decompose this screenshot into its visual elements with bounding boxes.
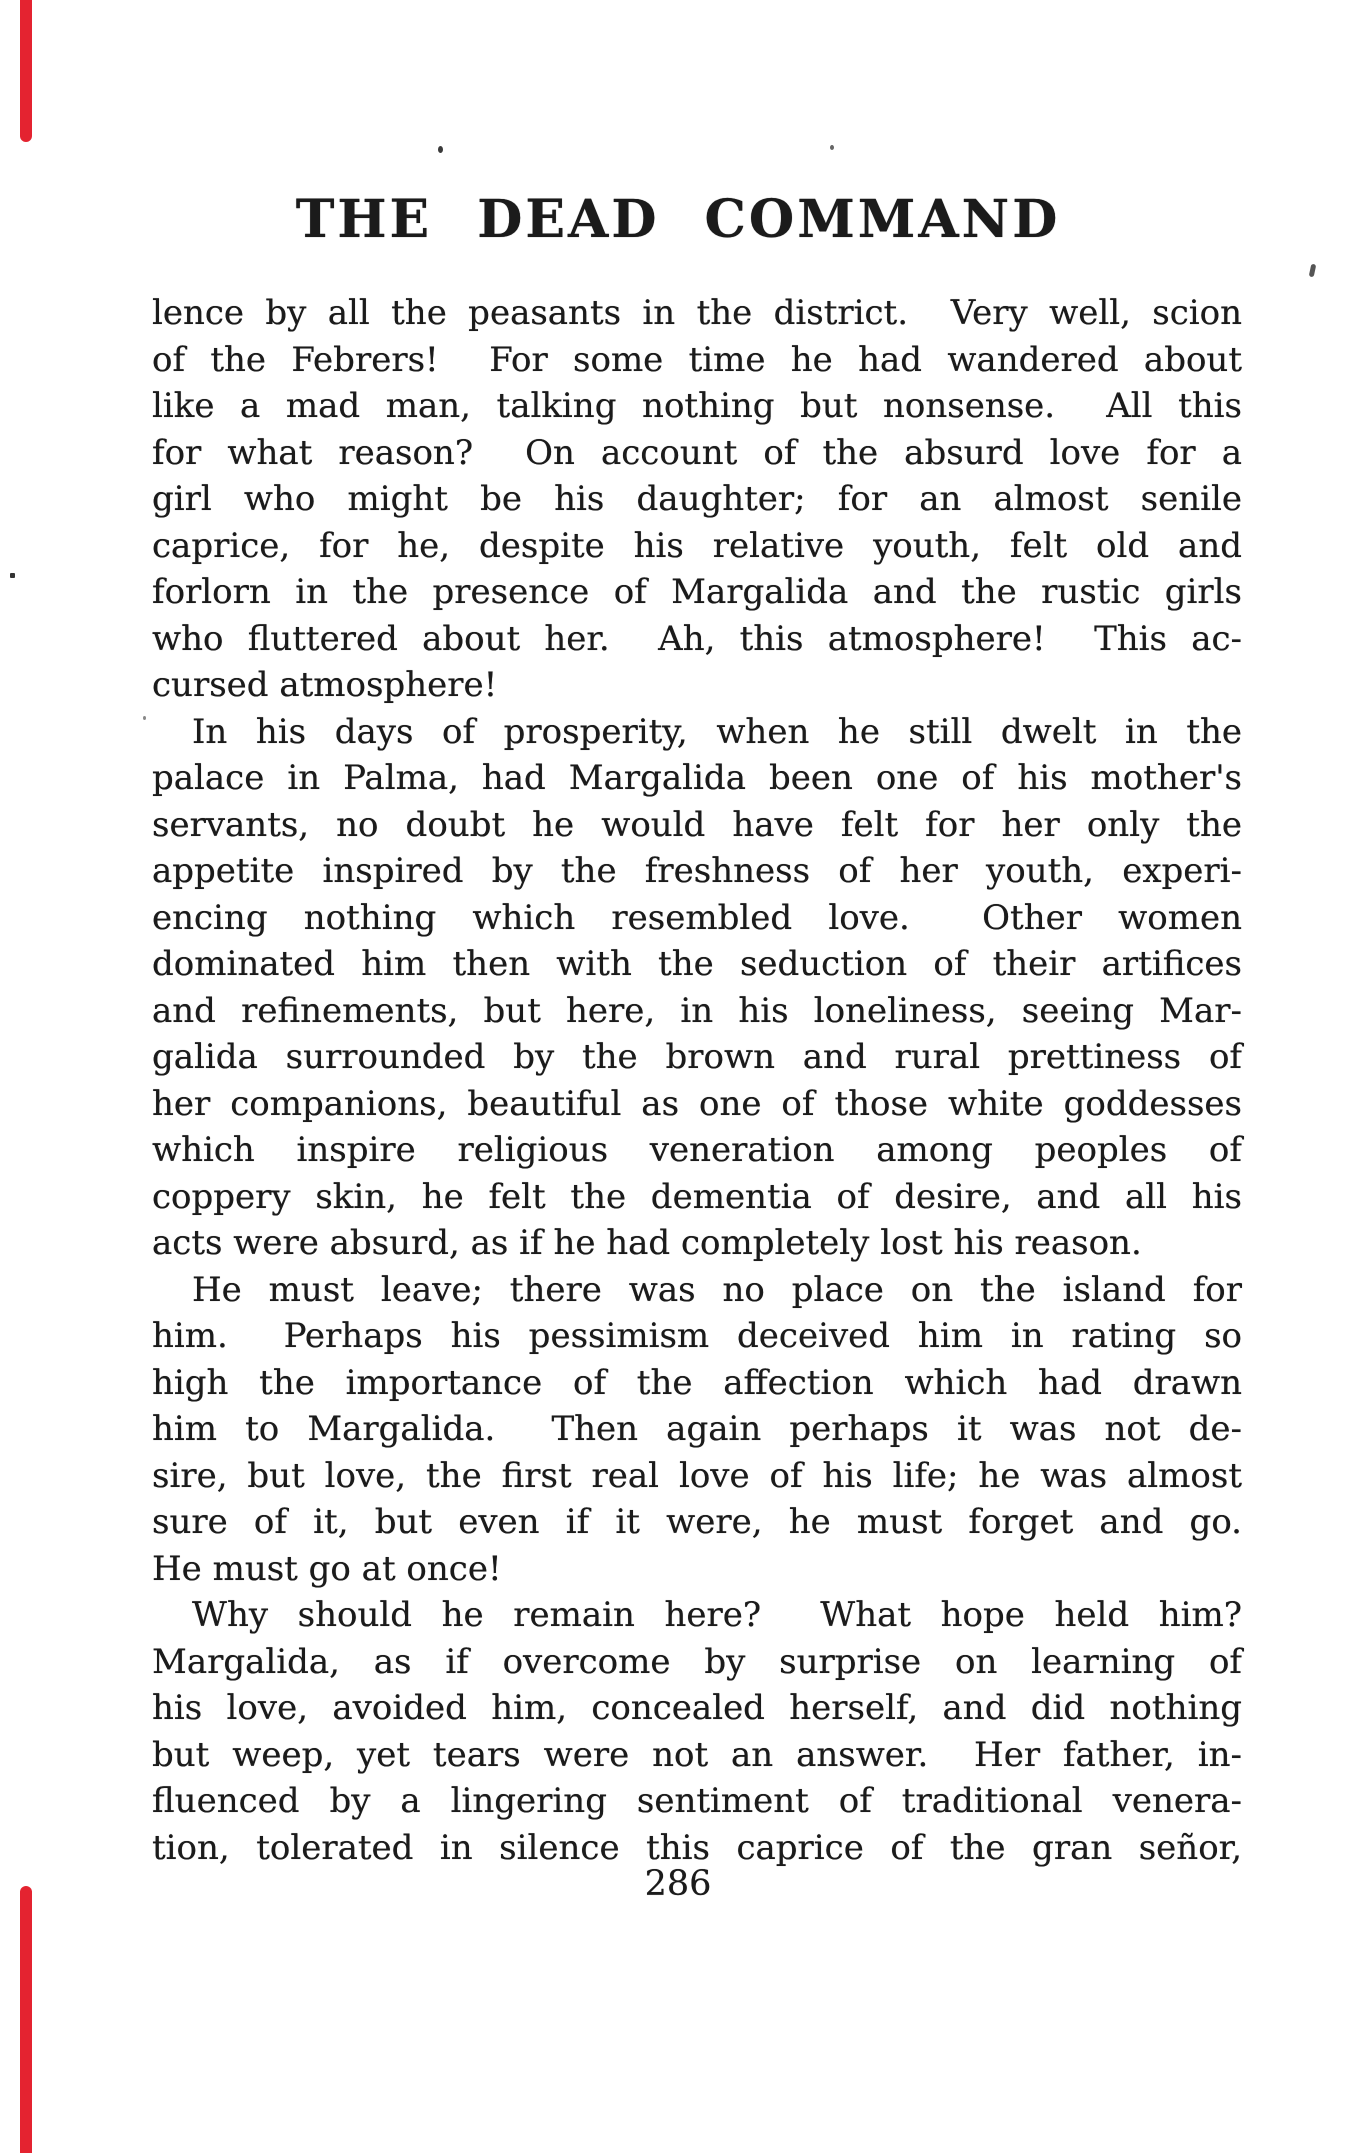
text-line: sure of it, but even if it were, he must forget and go. [152, 1502, 1242, 1542]
text-line: forlorn in the presence of Margalida and the rustic girls [152, 572, 1242, 612]
text-line: In his days of prosperity, when he still dwelt in the [192, 711, 1242, 752]
text-line: appetite inspired by the freshness of her youth, experi- [152, 851, 1242, 891]
text-line: cursed atmosphere! [152, 665, 498, 705]
page-text [152, 290, 1242, 1871]
scan-speck [10, 573, 15, 578]
text-line: caprice, for he, despite his relative youth, felt old and [152, 525, 1242, 566]
text-line: servants, no doubt he would have felt for her only the [152, 804, 1242, 845]
scan-speck [830, 145, 834, 150]
scan-speck [1309, 264, 1317, 278]
page-number: 286 [644, 1864, 712, 1904]
text-line: girl who might be his daughter; for an almost senile [152, 479, 1242, 519]
scan-speck [143, 716, 146, 720]
text-line: He must go at once! [152, 1548, 502, 1589]
text-line: and refinements, but here, in his loneliness, seeing Mar- [152, 990, 1242, 1031]
text-line: galida surrounded by the brown and rural prettiness of [152, 1037, 1242, 1077]
text-line: He must leave; there was no place on the island for [192, 1269, 1242, 1310]
text-line: but weep, yet tears were not an answer. Her father, in- [152, 1734, 1242, 1775]
text-line: him to Margalida. Then again perhaps it was not de- [152, 1409, 1242, 1449]
scan-speck [438, 146, 443, 153]
text-line: acts were absurd, as if he had completely lost his reason. [152, 1223, 1142, 1263]
text-line: of the Febrers! For some time he had wandered about [152, 339, 1242, 380]
scan-edge-artifact-bottom [20, 1886, 32, 2153]
text-line: like a mad man, talking nothing but nonsense. All this [152, 386, 1242, 426]
text-line: coppery skin, he felt the dementia of desire, and all his [152, 1176, 1242, 1217]
text-line: his love, avoided him, concealed herself, and did nothing [152, 1688, 1242, 1728]
text-line: sire, but love, the first real love of his life; he was almost [152, 1455, 1242, 1496]
text-line: tion, tolerated in silence this caprice of the gran señor, [152, 1827, 1242, 1868]
text-line: Margalida, as if overcome by surprise on learning of [152, 1641, 1242, 1682]
text-line: him. Perhaps his pessimism deceived him in rating so [152, 1316, 1242, 1356]
text-line: Why should he remain here? What hope held him? [192, 1595, 1242, 1635]
text-line: encing nothing which resembled love. Other women [152, 897, 1242, 938]
text-line: her companions, beautiful as one of those white goddesses [152, 1083, 1242, 1124]
text-line: high the importance of the affection which had drawn [152, 1362, 1242, 1403]
page-title: THE DEAD COMMAND [295, 189, 1061, 250]
text-line: palace in Palma, had Margalida been one of his mother's [152, 758, 1242, 798]
text-line: fluenced by a lingering sentiment of traditional venera- [152, 1781, 1242, 1821]
scan-edge-artifact-top [20, 0, 32, 142]
text-line: which inspire religious veneration among peoples of [152, 1130, 1242, 1170]
text-line: dominated him then with the seduction of their artifices [152, 944, 1242, 984]
text-line: lence by all the peasants in the district. Very well, scion [152, 293, 1242, 333]
text-line: for what reason? On account of the absurd love for a [152, 432, 1242, 473]
text-line: who fluttered about her. Ah, this atmosphere! This ac- [152, 618, 1242, 659]
